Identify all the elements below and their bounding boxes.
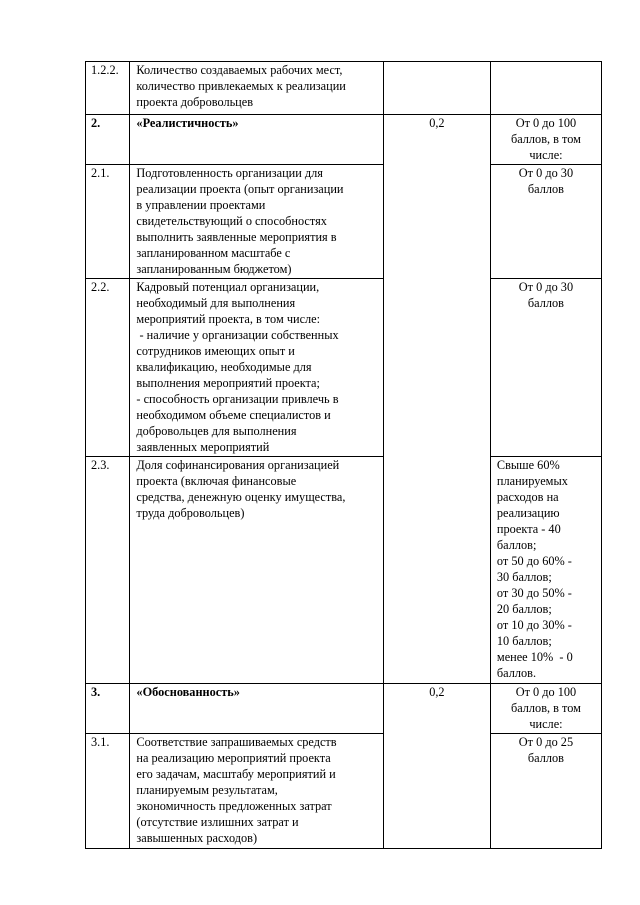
criteria-table (85, 61, 602, 849)
section-weight: 0,2 (383, 115, 490, 684)
table-row (86, 62, 602, 115)
table-row (86, 457, 602, 684)
table-row (86, 684, 602, 734)
section-weight: 0,2 (383, 684, 490, 849)
table-row (86, 165, 602, 279)
row-number: 1.2.2. (86, 62, 130, 115)
section-score: От 0 до 100 баллов, в том числе: (490, 684, 601, 734)
table-row (86, 279, 602, 457)
row-number: 2.3. (86, 457, 130, 684)
row-description: Кадровый потенциал организации, необходимый для выполнения мероприятий проекта, в том числе: - наличие у организации собственных сотрудников имеющих опыт и квалификацию, необходимые для выполнения мероприятий проекта; - способность организации привлечь в необходимом объеме специалистов и добровольцев для выполнения заявленных мероприятий (130, 279, 383, 457)
row-description: Количество создаваемых рабочих мест, количество привлекаемых к реализации проекта добровольцев (130, 62, 383, 115)
section-title: «Реалистичность» (130, 115, 383, 165)
row-description: Доля софинансирования организацией проекта (включая финансовые средства, денежную оценку имущества, труда добровольцев) (130, 457, 383, 684)
row-description: Подготовленность организации для реализации проекта (опыт организации в управлении проектами свидетельствующий о способностях выполнить заявленные мероприятия в запланированном масштабе с запланированным бюджетом) (130, 165, 383, 279)
row-number: 3.1. (86, 734, 130, 849)
row-number: 2.2. (86, 279, 130, 457)
section-number: 3. (86, 684, 130, 734)
table-row (86, 734, 602, 849)
section-number: 2. (86, 115, 130, 165)
table-row (86, 115, 602, 165)
row-score: От 0 до 30 баллов (490, 165, 601, 279)
row-description: Соответствие запрашиваемых средств на реализацию мероприятий проекта его задачам, масштабу мероприятий и планируемым результатам, экономичность предложенных затрат (отсутствие излишних затрат и завышенных расходов) (130, 734, 383, 849)
section-title: «Обоснованность» (130, 684, 383, 734)
row-score: Свыше 60% планируемых расходов на реализацию проекта - 40 баллов; от 50 до 60% - 30 баллов; от 30 до 50% - 20 баллов; от 10 до 30% - 10 баллов; менее 10% - 0 баллов. (490, 457, 601, 684)
row-weight (383, 62, 490, 115)
row-number: 2.1. (86, 165, 130, 279)
row-score: От 0 до 30 баллов (490, 279, 601, 457)
row-score: От 0 до 25 баллов (490, 734, 601, 849)
section-score: От 0 до 100 баллов, в том числе: (490, 115, 601, 165)
row-score (490, 62, 601, 115)
